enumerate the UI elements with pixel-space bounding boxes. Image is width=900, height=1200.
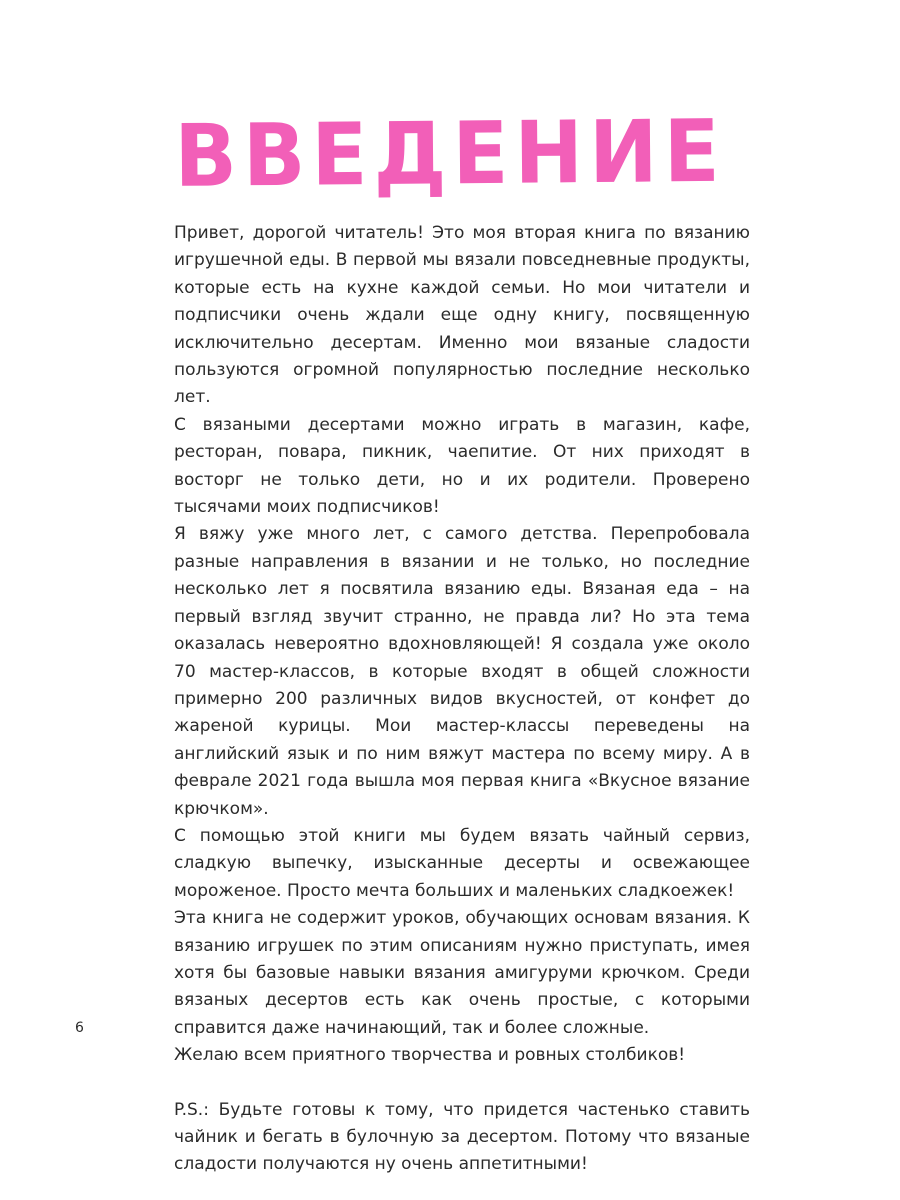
paragraph-skills: Эта книга не содержит уроков, обучающих основам вязания. К вязанию игрушек по этим описаниям нужно приступать, имея хотя бы базовые навыки вязания амигуруми крючком. Среди вязаных десертов есть как очень простые, с которыми справится даже начинающий, так и более сложные.: [174, 908, 750, 1038]
postscript: P.S.: Будьте готовы к тому, что придется частенько ставить чайник и бегать в булочную за десертом. Потому что вязаные сладости получаются ну очень аппетитными!: [174, 1099, 750, 1175]
paragraph-experience: Я вяжу уже много лет, с самого детства. Перепробовала разные направления в вязании и не только, но последние несколько лет я посвятила вязанию еды. Вязаная еда – на первый взгляд звучит странно, не правда ли? Но эта тема оказалась невероятно вдохновляющей! Я создала уже около 70 мастер-классов, в которые входят в общей сложности примерно 200 различных видов вкусностей, от конфет до жареной курицы. Мои мастер-классы переведены на английский язык и по ним вяжут мастера по всему миру. А в феврале 2021 года вышла моя первая книга «Вкусное вязание крючком».: [174, 524, 750, 819]
paragraph-greeting: Привет, дорогой читатель! Это моя вторая книга по вязанию игрушечной еды. В первой мы вязали повседневные продукты, которые есть на кухне каждой семьи. Но мои читатели и подписчики очень ждали еще одну книгу, посвященную исключительно десертам. Именно мои вязаные сладости пользуются огромной популярностью последние несколько лет.: [174, 223, 750, 408]
paragraph-play: С вязаными десертами можно играть в магазин, кафе, ресторан, повара, пикник, чаепитие. От них приходят в восторг не только дети, но и их родители. Проверено тысячами моих подписчиков!: [174, 414, 750, 518]
page-number: 6: [75, 1020, 84, 1036]
paragraph-wishes: Желаю всем приятного творчества и ровных столбиков!: [174, 1045, 686, 1066]
paragraph-book-content: С помощью этой книги мы будем вязать чайный сервиз, сладкую выпечку, изысканные десерты и освежающее мороженое. Просто мечта больших и маленьких сладкоежек!: [174, 825, 750, 901]
intro-body: [174, 220, 750, 1179]
page-title: ВВЕДЕНИЕ: [173, 102, 727, 207]
